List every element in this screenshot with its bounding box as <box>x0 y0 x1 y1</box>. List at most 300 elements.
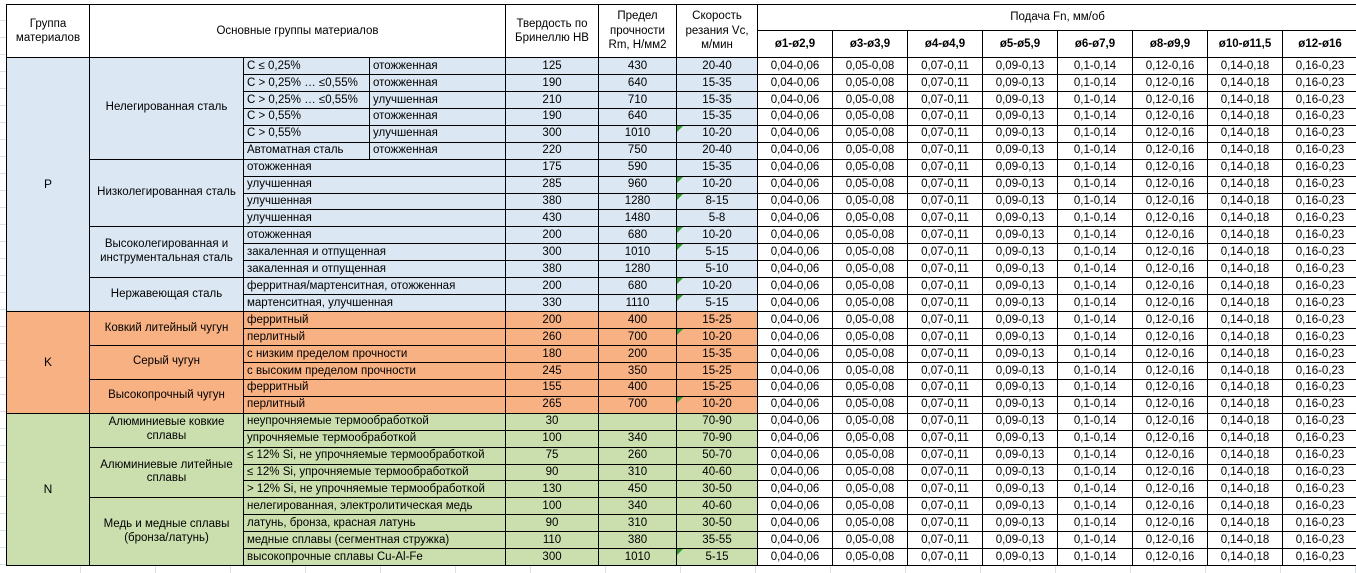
feed-value-cell[interactable]: 0,12-0,16 <box>1133 210 1208 227</box>
cutting-speed-cell[interactable]: 5-15 <box>677 244 758 261</box>
spec-cell[interactable]: ≤ 12% Si, не упрочняемые термообработкой <box>244 447 506 464</box>
feed-value-cell[interactable]: 0,09-0,13 <box>983 193 1058 210</box>
feed-value-cell[interactable]: 0,05-0,08 <box>833 464 908 481</box>
spec-cell[interactable]: неупрочняемые термообработкой <box>244 413 506 430</box>
material-subgroup-cell[interactable]: Высоколегированная и инструментальная сталь <box>90 227 244 278</box>
cutting-speed-cell[interactable]: 15-35 <box>677 345 758 362</box>
feed-value-cell[interactable]: 0,07-0,11 <box>908 481 983 498</box>
feed-value-cell[interactable]: 0,16-0,23 <box>1283 362 1356 379</box>
condition-cell[interactable]: улучшенная <box>370 125 506 142</box>
feed-value-cell[interactable]: 0,09-0,13 <box>983 58 1058 75</box>
cutting-speed-cell[interactable]: 15-35 <box>677 159 758 176</box>
feed-value-cell[interactable]: 0,07-0,11 <box>908 159 983 176</box>
strength-cell[interactable]: 340 <box>599 498 677 515</box>
hardness-cell[interactable]: 200 <box>506 312 599 329</box>
feed-value-cell[interactable]: 0,04-0,06 <box>758 244 833 261</box>
feed-value-cell[interactable]: 0,16-0,23 <box>1283 312 1356 329</box>
feed-value-cell[interactable]: 0,05-0,08 <box>833 413 908 430</box>
feed-value-cell[interactable]: 0,16-0,23 <box>1283 379 1356 396</box>
feed-value-cell[interactable]: 0,05-0,08 <box>833 91 908 108</box>
strength-cell[interactable]: 1280 <box>599 261 677 278</box>
feed-value-cell[interactable]: 0,04-0,06 <box>758 481 833 498</box>
spec-cell[interactable]: Автоматная сталь <box>244 142 370 159</box>
feed-value-cell[interactable]: 0,16-0,23 <box>1283 108 1356 125</box>
feed-value-cell[interactable]: 0,09-0,13 <box>983 481 1058 498</box>
header-material-group[interactable]: Группа материалов <box>7 5 90 58</box>
feed-value-cell[interactable]: 0,04-0,06 <box>758 464 833 481</box>
feed-value-cell[interactable]: 0,07-0,11 <box>908 447 983 464</box>
condition-cell[interactable]: отожженная <box>370 108 506 125</box>
cutting-speed-cell[interactable]: 10-20 <box>677 125 758 142</box>
hardness-cell[interactable]: 300 <box>506 125 599 142</box>
feed-value-cell[interactable]: 0,12-0,16 <box>1133 532 1208 549</box>
cutting-speed-cell[interactable]: 40-60 <box>677 498 758 515</box>
feed-value-cell[interactable]: 0,07-0,11 <box>908 91 983 108</box>
cutting-speed-cell[interactable]: 10-20 <box>677 176 758 193</box>
feed-value-cell[interactable]: 0,14-0,18 <box>1208 345 1283 362</box>
feed-value-cell[interactable]: 0,14-0,18 <box>1208 244 1283 261</box>
feed-value-cell[interactable]: 0,16-0,23 <box>1283 549 1356 566</box>
material-subgroup-cell[interactable]: Медь и медные сплавы (бронза/латунь) <box>90 498 244 566</box>
hardness-cell[interactable]: 300 <box>506 549 599 566</box>
feed-value-cell[interactable]: 0,05-0,08 <box>833 498 908 515</box>
condition-cell[interactable]: улучшенная <box>370 91 506 108</box>
feed-value-cell[interactable]: 0,1-0,14 <box>1058 362 1133 379</box>
feed-value-cell[interactable]: 0,16-0,23 <box>1283 430 1356 447</box>
spec-cell[interactable]: закаленная и отпущенная <box>244 244 506 261</box>
material-subgroup-cell[interactable]: Алюминиевые литейные сплавы <box>90 447 244 498</box>
strength-cell[interactable]: 350 <box>599 362 677 379</box>
material-subgroup-cell[interactable]: Нелегированная сталь <box>90 58 244 160</box>
feed-value-cell[interactable]: 0,1-0,14 <box>1058 312 1133 329</box>
spec-cell[interactable]: C > 0,25% … ≤0,55% <box>244 91 370 108</box>
feed-value-cell[interactable]: 0,04-0,06 <box>758 261 833 278</box>
feed-value-cell[interactable]: 0,1-0,14 <box>1058 244 1133 261</box>
feed-value-cell[interactable]: 0,14-0,18 <box>1208 261 1283 278</box>
feed-value-cell[interactable]: 0,16-0,23 <box>1283 498 1356 515</box>
feed-value-cell[interactable]: 0,09-0,13 <box>983 227 1058 244</box>
feed-value-cell[interactable]: 0,07-0,11 <box>908 244 983 261</box>
feed-value-cell[interactable]: 0,09-0,13 <box>983 108 1058 125</box>
strength-cell[interactable]: 450 <box>599 481 677 498</box>
hardness-cell[interactable]: 220 <box>506 142 599 159</box>
hardness-cell[interactable]: 330 <box>506 295 599 312</box>
feed-value-cell[interactable]: 0,16-0,23 <box>1283 227 1356 244</box>
feed-value-cell[interactable]: 0,16-0,23 <box>1283 91 1356 108</box>
feed-value-cell[interactable]: 0,05-0,08 <box>833 176 908 193</box>
spec-cell[interactable]: упрочняемые термообработкой <box>244 430 506 447</box>
feed-value-cell[interactable]: 0,09-0,13 <box>983 91 1058 108</box>
hardness-cell[interactable]: 200 <box>506 227 599 244</box>
feed-value-cell[interactable]: 0,1-0,14 <box>1058 515 1133 532</box>
feed-value-cell[interactable]: 0,05-0,08 <box>833 74 908 91</box>
feed-value-cell[interactable]: 0,1-0,14 <box>1058 193 1133 210</box>
feed-value-cell[interactable]: 0,04-0,06 <box>758 295 833 312</box>
feed-value-cell[interactable]: 0,07-0,11 <box>908 312 983 329</box>
feed-value-cell[interactable]: 0,16-0,23 <box>1283 125 1356 142</box>
cutting-speed-cell[interactable]: 15-25 <box>677 379 758 396</box>
feed-value-cell[interactable]: 0,07-0,11 <box>908 58 983 75</box>
spec-cell[interactable]: отожженная <box>244 227 506 244</box>
feed-value-cell[interactable]: 0,09-0,13 <box>983 498 1058 515</box>
header-diameter-range[interactable]: ø8-ø9,9 <box>1133 31 1208 58</box>
material-subgroup-cell[interactable]: Серый чугун <box>90 345 244 379</box>
feed-value-cell[interactable]: 0,04-0,06 <box>758 329 833 346</box>
material-group-code-cell[interactable]: K <box>7 312 90 414</box>
feed-value-cell[interactable]: 0,16-0,23 <box>1283 345 1356 362</box>
feed-value-cell[interactable]: 0,14-0,18 <box>1208 430 1283 447</box>
spec-cell[interactable]: перлитный <box>244 329 506 346</box>
hardness-cell[interactable]: 110 <box>506 532 599 549</box>
feed-value-cell[interactable]: 0,16-0,23 <box>1283 295 1356 312</box>
cutting-speed-cell[interactable]: 10-20 <box>677 329 758 346</box>
cutting-speed-cell[interactable]: 5-15 <box>677 549 758 566</box>
feed-value-cell[interactable]: 0,04-0,06 <box>758 447 833 464</box>
feed-value-cell[interactable]: 0,16-0,23 <box>1283 74 1356 91</box>
feed-value-cell[interactable]: 0,12-0,16 <box>1133 91 1208 108</box>
feed-value-cell[interactable]: 0,04-0,06 <box>758 413 833 430</box>
feed-value-cell[interactable]: 0,04-0,06 <box>758 108 833 125</box>
feed-value-cell[interactable]: 0,09-0,13 <box>983 312 1058 329</box>
cutting-speed-cell[interactable]: 15-35 <box>677 108 758 125</box>
feed-value-cell[interactable]: 0,05-0,08 <box>833 532 908 549</box>
feed-value-cell[interactable]: 0,09-0,13 <box>983 74 1058 91</box>
spec-cell[interactable]: ферритный <box>244 312 506 329</box>
feed-value-cell[interactable]: 0,1-0,14 <box>1058 176 1133 193</box>
feed-value-cell[interactable]: 0,05-0,08 <box>833 159 908 176</box>
hardness-cell[interactable]: 100 <box>506 430 599 447</box>
feed-value-cell[interactable]: 0,05-0,08 <box>833 210 908 227</box>
material-group-code-cell[interactable]: P <box>7 58 90 312</box>
feed-value-cell[interactable]: 0,12-0,16 <box>1133 396 1208 413</box>
feed-value-cell[interactable]: 0,1-0,14 <box>1058 74 1133 91</box>
strength-cell[interactable]: 1110 <box>599 295 677 312</box>
feed-value-cell[interactable]: 0,1-0,14 <box>1058 413 1133 430</box>
feed-value-cell[interactable]: 0,14-0,18 <box>1208 464 1283 481</box>
strength-cell[interactable]: 200 <box>599 345 677 362</box>
cutting-speed-cell[interactable]: 15-25 <box>677 362 758 379</box>
cutting-speed-cell[interactable]: 50-70 <box>677 447 758 464</box>
feed-value-cell[interactable]: 0,07-0,11 <box>908 549 983 566</box>
feed-value-cell[interactable]: 0,09-0,13 <box>983 345 1058 362</box>
feed-value-cell[interactable]: 0,07-0,11 <box>908 278 983 295</box>
header-diameter-range[interactable]: ø1-ø2,9 <box>758 31 833 58</box>
feed-value-cell[interactable]: 0,14-0,18 <box>1208 362 1283 379</box>
feed-value-cell[interactable]: 0,16-0,23 <box>1283 515 1356 532</box>
feed-value-cell[interactable]: 0,1-0,14 <box>1058 447 1133 464</box>
feed-value-cell[interactable]: 0,16-0,23 <box>1283 193 1356 210</box>
feed-value-cell[interactable]: 0,14-0,18 <box>1208 108 1283 125</box>
spec-cell[interactable]: медные сплавы (сегментная стружка) <box>244 532 506 549</box>
hardness-cell[interactable]: 130 <box>506 481 599 498</box>
feed-value-cell[interactable]: 0,09-0,13 <box>983 447 1058 464</box>
cutting-speed-cell[interactable]: 15-35 <box>677 74 758 91</box>
feed-value-cell[interactable]: 0,05-0,08 <box>833 312 908 329</box>
spec-cell[interactable]: улучшенная <box>244 193 506 210</box>
cutting-speed-cell[interactable]: 10-20 <box>677 227 758 244</box>
strength-cell[interactable]: 960 <box>599 176 677 193</box>
feed-value-cell[interactable]: 0,05-0,08 <box>833 515 908 532</box>
feed-value-cell[interactable]: 0,04-0,06 <box>758 312 833 329</box>
feed-value-cell[interactable]: 0,09-0,13 <box>983 176 1058 193</box>
feed-value-cell[interactable]: 0,1-0,14 <box>1058 549 1133 566</box>
feed-value-cell[interactable]: 0,04-0,06 <box>758 362 833 379</box>
feed-value-cell[interactable]: 0,05-0,08 <box>833 244 908 261</box>
feed-value-cell[interactable]: 0,09-0,13 <box>983 532 1058 549</box>
feed-value-cell[interactable]: 0,16-0,23 <box>1283 159 1356 176</box>
feed-value-cell[interactable]: 0,12-0,16 <box>1133 345 1208 362</box>
feed-value-cell[interactable]: 0,05-0,08 <box>833 362 908 379</box>
feed-value-cell[interactable]: 0,1-0,14 <box>1058 227 1133 244</box>
feed-value-cell[interactable]: 0,14-0,18 <box>1208 227 1283 244</box>
feed-value-cell[interactable]: 0,16-0,23 <box>1283 464 1356 481</box>
feed-value-cell[interactable]: 0,05-0,08 <box>833 295 908 312</box>
feed-value-cell[interactable]: 0,07-0,11 <box>908 345 983 362</box>
feed-value-cell[interactable]: 0,07-0,11 <box>908 193 983 210</box>
material-group-code-cell[interactable]: N <box>7 413 90 565</box>
feed-value-cell[interactable]: 0,16-0,23 <box>1283 532 1356 549</box>
cutting-speed-cell[interactable]: 15-35 <box>677 91 758 108</box>
condition-cell[interactable]: отожженная <box>370 74 506 91</box>
hardness-cell[interactable]: 260 <box>506 329 599 346</box>
strength-cell[interactable]: 640 <box>599 74 677 91</box>
feed-value-cell[interactable]: 0,1-0,14 <box>1058 396 1133 413</box>
feed-value-cell[interactable]: 0,04-0,06 <box>758 345 833 362</box>
feed-value-cell[interactable]: 0,16-0,23 <box>1283 176 1356 193</box>
feed-value-cell[interactable]: 0,09-0,13 <box>983 278 1058 295</box>
hardness-cell[interactable]: 30 <box>506 413 599 430</box>
feed-value-cell[interactable]: 0,16-0,23 <box>1283 396 1356 413</box>
feed-value-cell[interactable]: 0,09-0,13 <box>983 295 1058 312</box>
feed-value-cell[interactable]: 0,14-0,18 <box>1208 379 1283 396</box>
feed-value-cell[interactable]: 0,04-0,06 <box>758 74 833 91</box>
strength-cell[interactable]: 640 <box>599 108 677 125</box>
feed-value-cell[interactable]: 0,12-0,16 <box>1133 329 1208 346</box>
feed-value-cell[interactable]: 0,05-0,08 <box>833 396 908 413</box>
feed-value-cell[interactable]: 0,05-0,08 <box>833 549 908 566</box>
cutting-speed-cell[interactable]: 30-50 <box>677 515 758 532</box>
feed-value-cell[interactable]: 0,12-0,16 <box>1133 193 1208 210</box>
hardness-cell[interactable]: 245 <box>506 362 599 379</box>
feed-value-cell[interactable]: 0,04-0,06 <box>758 58 833 75</box>
feed-value-cell[interactable]: 0,04-0,06 <box>758 515 833 532</box>
feed-value-cell[interactable]: 0,1-0,14 <box>1058 464 1133 481</box>
feed-value-cell[interactable]: 0,14-0,18 <box>1208 278 1283 295</box>
hardness-cell[interactable]: 265 <box>506 396 599 413</box>
feed-value-cell[interactable]: 0,05-0,08 <box>833 125 908 142</box>
feed-value-cell[interactable]: 0,05-0,08 <box>833 193 908 210</box>
feed-value-cell[interactable]: 0,04-0,06 <box>758 396 833 413</box>
feed-value-cell[interactable]: 0,09-0,13 <box>983 430 1058 447</box>
hardness-cell[interactable]: 380 <box>506 193 599 210</box>
feed-value-cell[interactable]: 0,1-0,14 <box>1058 278 1133 295</box>
feed-value-cell[interactable]: 0,14-0,18 <box>1208 515 1283 532</box>
cutting-speed-cell[interactable]: 20-40 <box>677 58 758 75</box>
feed-value-cell[interactable]: 0,07-0,11 <box>908 329 983 346</box>
feed-value-cell[interactable]: 0,1-0,14 <box>1058 481 1133 498</box>
feed-value-cell[interactable]: 0,14-0,18 <box>1208 74 1283 91</box>
feed-value-cell[interactable]: 0,14-0,18 <box>1208 58 1283 75</box>
cutting-speed-cell[interactable]: 70-90 <box>677 430 758 447</box>
hardness-cell[interactable]: 155 <box>506 379 599 396</box>
cutting-speed-cell[interactable]: 10-20 <box>677 396 758 413</box>
strength-cell[interactable]: 340 <box>599 430 677 447</box>
feed-value-cell[interactable]: 0,14-0,18 <box>1208 193 1283 210</box>
material-subgroup-cell[interactable]: Нержавеющая сталь <box>90 278 244 312</box>
spec-cell[interactable]: высокопрочные сплавы Cu-Al-Fe <box>244 549 506 566</box>
cutting-speed-cell[interactable]: 35-55 <box>677 532 758 549</box>
feed-value-cell[interactable]: 0,07-0,11 <box>908 227 983 244</box>
feed-value-cell[interactable]: 0,07-0,11 <box>908 413 983 430</box>
hardness-cell[interactable]: 285 <box>506 176 599 193</box>
cutting-speed-cell[interactable]: 5-10 <box>677 261 758 278</box>
feed-value-cell[interactable]: 0,1-0,14 <box>1058 91 1133 108</box>
feed-value-cell[interactable]: 0,12-0,16 <box>1133 295 1208 312</box>
strength-cell[interactable]: 1010 <box>599 549 677 566</box>
feed-value-cell[interactable]: 0,12-0,16 <box>1133 278 1208 295</box>
feed-value-cell[interactable]: 0,14-0,18 <box>1208 142 1283 159</box>
feed-value-cell[interactable]: 0,07-0,11 <box>908 108 983 125</box>
feed-value-cell[interactable]: 0,16-0,23 <box>1283 58 1356 75</box>
spec-cell[interactable]: C > 0,25% … ≤0,55% <box>244 74 370 91</box>
feed-value-cell[interactable]: 0,04-0,06 <box>758 278 833 295</box>
feed-value-cell[interactable]: 0,07-0,11 <box>908 295 983 312</box>
feed-value-cell[interactable]: 0,05-0,08 <box>833 278 908 295</box>
material-subgroup-cell[interactable]: Высокопрочный чугун <box>90 379 244 413</box>
cutting-speed-cell[interactable]: 5-15 <box>677 295 758 312</box>
strength-cell[interactable]: 430 <box>599 58 677 75</box>
feed-value-cell[interactable]: 0,04-0,06 <box>758 227 833 244</box>
spec-cell[interactable]: улучшенная <box>244 210 506 227</box>
feed-value-cell[interactable]: 0,12-0,16 <box>1133 176 1208 193</box>
spec-cell[interactable]: C > 0,55% <box>244 125 370 142</box>
feed-value-cell[interactable]: 0,07-0,11 <box>908 125 983 142</box>
feed-value-cell[interactable]: 0,05-0,08 <box>833 227 908 244</box>
spec-cell[interactable]: с высоким пределом прочности <box>244 362 506 379</box>
hardness-cell[interactable]: 90 <box>506 515 599 532</box>
strength-cell[interactable]: 710 <box>599 91 677 108</box>
spec-cell[interactable]: улучшенная <box>244 176 506 193</box>
feed-value-cell[interactable]: 0,07-0,11 <box>908 379 983 396</box>
feed-value-cell[interactable]: 0,1-0,14 <box>1058 379 1133 396</box>
hardness-cell[interactable]: 190 <box>506 74 599 91</box>
spec-cell[interactable]: ферритный <box>244 379 506 396</box>
feed-value-cell[interactable]: 0,07-0,11 <box>908 261 983 278</box>
strength-cell[interactable]: 590 <box>599 159 677 176</box>
feed-value-cell[interactable]: 0,07-0,11 <box>908 396 983 413</box>
spec-cell[interactable]: ферритная/мартенситная, отожженная <box>244 278 506 295</box>
feed-value-cell[interactable]: 0,07-0,11 <box>908 74 983 91</box>
spec-cell[interactable]: латунь, бронза, красная латунь <box>244 515 506 532</box>
feed-value-cell[interactable]: 0,14-0,18 <box>1208 329 1283 346</box>
feed-value-cell[interactable]: 0,14-0,18 <box>1208 91 1283 108</box>
feed-value-cell[interactable]: 0,1-0,14 <box>1058 430 1133 447</box>
material-subgroup-cell[interactable]: Низколегированная сталь <box>90 159 244 227</box>
header-tensile-strength[interactable]: Предел прочности Rm, Н/мм2 <box>599 5 677 58</box>
spec-cell[interactable]: ≤ 12% Si, упрочняемые термообработкой <box>244 464 506 481</box>
feed-value-cell[interactable]: 0,12-0,16 <box>1133 142 1208 159</box>
strength-cell[interactable]: 380 <box>599 532 677 549</box>
hardness-cell[interactable]: 430 <box>506 210 599 227</box>
strength-cell[interactable]: 400 <box>599 379 677 396</box>
cutting-speed-cell[interactable]: 30-50 <box>677 481 758 498</box>
header-brinell-hardness[interactable]: Твердость по Бринеллю HB <box>506 5 599 58</box>
feed-value-cell[interactable]: 0,07-0,11 <box>908 515 983 532</box>
feed-value-cell[interactable]: 0,04-0,06 <box>758 379 833 396</box>
feed-value-cell[interactable]: 0,12-0,16 <box>1133 159 1208 176</box>
strength-cell[interactable]: 400 <box>599 312 677 329</box>
feed-value-cell[interactable]: 0,07-0,11 <box>908 498 983 515</box>
strength-cell[interactable]: 1480 <box>599 210 677 227</box>
feed-value-cell[interactable]: 0,16-0,23 <box>1283 278 1356 295</box>
feed-value-cell[interactable]: 0,12-0,16 <box>1133 312 1208 329</box>
feed-value-cell[interactable]: 0,14-0,18 <box>1208 549 1283 566</box>
hardness-cell[interactable]: 180 <box>506 345 599 362</box>
cutting-speed-cell[interactable]: 10-20 <box>677 278 758 295</box>
feed-value-cell[interactable]: 0,09-0,13 <box>983 379 1058 396</box>
feed-value-cell[interactable]: 0,16-0,23 <box>1283 413 1356 430</box>
feed-value-cell[interactable]: 0,04-0,06 <box>758 91 833 108</box>
hardness-cell[interactable]: 175 <box>506 159 599 176</box>
header-diameter-range[interactable]: ø6-ø7,9 <box>1058 31 1133 58</box>
feed-value-cell[interactable]: 0,07-0,11 <box>908 176 983 193</box>
feed-value-cell[interactable]: 0,09-0,13 <box>983 329 1058 346</box>
cutting-speed-cell[interactable]: 5-8 <box>677 210 758 227</box>
spec-cell[interactable]: > 12% Si, не упрочняемые термообработкой <box>244 481 506 498</box>
feed-value-cell[interactable]: 0,09-0,13 <box>983 142 1058 159</box>
strength-cell[interactable]: 1010 <box>599 244 677 261</box>
hardness-cell[interactable]: 210 <box>506 91 599 108</box>
spec-cell[interactable]: нелегированная, электролитическая медь <box>244 498 506 515</box>
hardness-cell[interactable]: 100 <box>506 498 599 515</box>
feed-value-cell[interactable]: 0,05-0,08 <box>833 430 908 447</box>
feed-value-cell[interactable]: 0,14-0,18 <box>1208 159 1283 176</box>
feed-value-cell[interactable]: 0,05-0,08 <box>833 481 908 498</box>
strength-cell[interactable]: 310 <box>599 464 677 481</box>
strength-cell[interactable]: 260 <box>599 447 677 464</box>
feed-value-cell[interactable]: 0,04-0,06 <box>758 159 833 176</box>
feed-value-cell[interactable]: 0,12-0,16 <box>1133 447 1208 464</box>
feed-value-cell[interactable]: 0,04-0,06 <box>758 498 833 515</box>
feed-value-cell[interactable]: 0,09-0,13 <box>983 396 1058 413</box>
hardness-cell[interactable]: 300 <box>506 244 599 261</box>
header-main-groups[interactable]: Основные группы материалов <box>90 5 506 58</box>
feed-value-cell[interactable]: 0,16-0,23 <box>1283 329 1356 346</box>
feed-value-cell[interactable]: 0,07-0,11 <box>908 210 983 227</box>
feed-value-cell[interactable]: 0,12-0,16 <box>1133 261 1208 278</box>
feed-value-cell[interactable]: 0,14-0,18 <box>1208 447 1283 464</box>
spec-cell[interactable]: C ≤ 0,25% <box>244 58 370 75</box>
strength-cell[interactable]: 750 <box>599 142 677 159</box>
feed-value-cell[interactable]: 0,1-0,14 <box>1058 329 1133 346</box>
header-diameter-range[interactable]: ø12-ø16 <box>1283 31 1356 58</box>
feed-value-cell[interactable]: 0,09-0,13 <box>983 159 1058 176</box>
feed-value-cell[interactable]: 0,05-0,08 <box>833 58 908 75</box>
header-feed-title[interactable]: Подача Fn, мм/об <box>758 5 1356 31</box>
hardness-cell[interactable]: 125 <box>506 58 599 75</box>
feed-value-cell[interactable]: 0,16-0,23 <box>1283 244 1356 261</box>
strength-cell[interactable]: 680 <box>599 227 677 244</box>
feed-value-cell[interactable]: 0,12-0,16 <box>1133 244 1208 261</box>
hardness-cell[interactable]: 380 <box>506 261 599 278</box>
hardness-cell[interactable]: 75 <box>506 447 599 464</box>
feed-value-cell[interactable]: 0,04-0,06 <box>758 210 833 227</box>
feed-value-cell[interactable]: 0,05-0,08 <box>833 142 908 159</box>
feed-value-cell[interactable]: 0,09-0,13 <box>983 549 1058 566</box>
cutting-speed-cell[interactable]: 8-15 <box>677 193 758 210</box>
feed-value-cell[interactable]: 0,1-0,14 <box>1058 125 1133 142</box>
spec-cell[interactable]: мартенситная, улучшенная <box>244 295 506 312</box>
